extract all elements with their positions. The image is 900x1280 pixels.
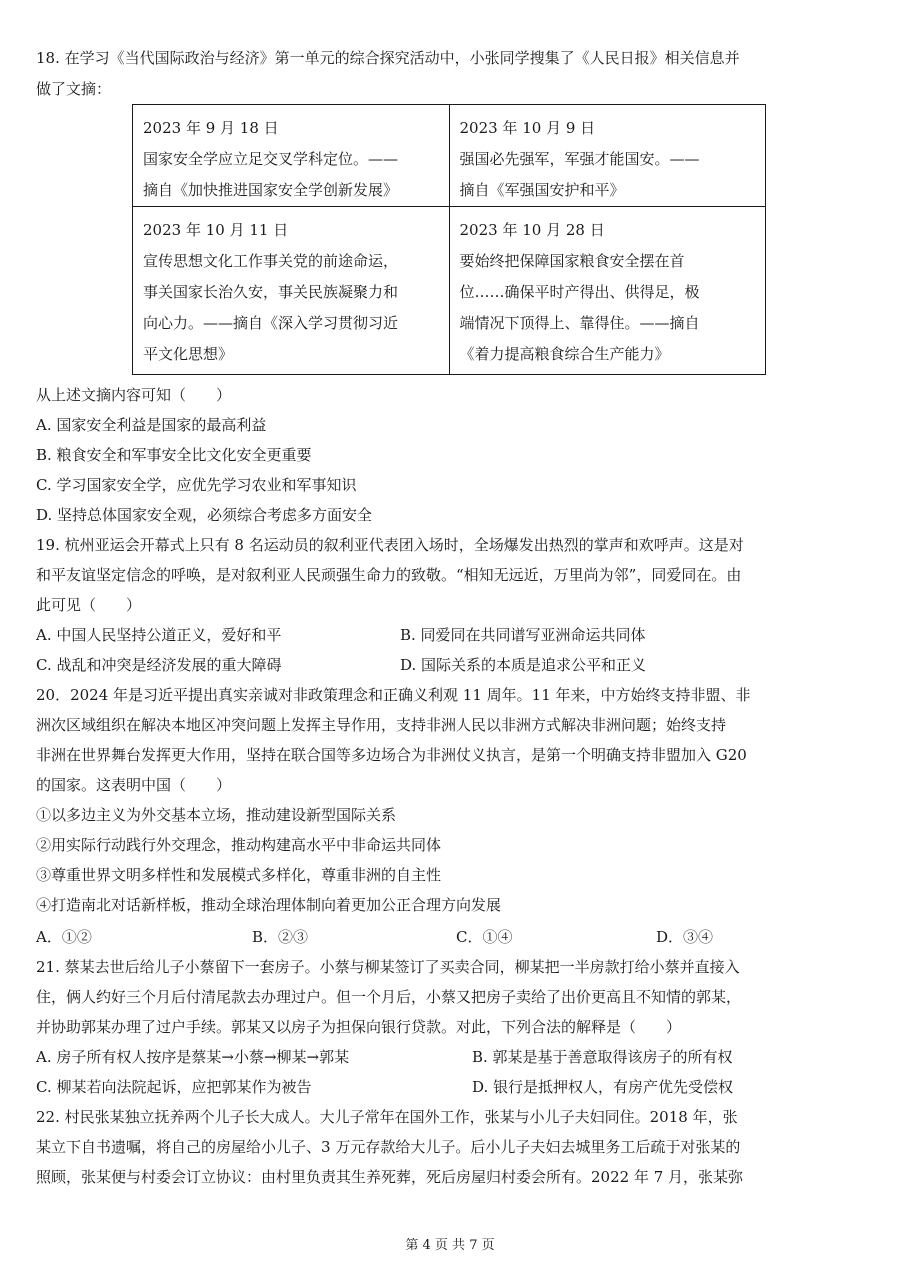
q18-option-b[interactable]: B. 粮食安全和军事安全比文化安全更重要 <box>36 446 312 464</box>
q18-option-a[interactable]: A. 国家安全利益是国家的最高利益 <box>36 416 267 434</box>
q21-option-b[interactable]: B. 郭某是基于善意取得该房子的所有权 <box>472 1048 733 1066</box>
q19-option-b[interactable]: B. 同爱同在共同谱写亚洲命运共同体 <box>400 626 646 644</box>
digest-date: 2023 年 10 月 9 日 <box>459 119 596 137</box>
digest-cell <box>449 207 766 375</box>
q19-option-c[interactable]: C. 战乱和冲突是经济发展的重大障碍 <box>36 656 282 674</box>
q20-stem-line-2: 洲次区域组织在解决本地区冲突问题上发挥主导作用，支持非洲人民以非洲方式解决非洲问题；始终支持 <box>36 716 727 734</box>
q22-stem-line-3: 照顾，张某便与村委会订立协议：由村里负责其生养死葬，死后房屋归村委会所有。2022 年 7 月，张某弥 <box>36 1168 744 1186</box>
q20-option-d[interactable]: D．③④ <box>656 928 714 946</box>
q22-stem-line-2: 某立下自书遗嘱，将自己的房屋给小儿子、3 万元存款给大儿子。后小儿子夫妇去城里务工后疏于对张某的 <box>36 1138 741 1156</box>
digest-text: 位……确保平时产得出、供得足，极 <box>459 283 700 301</box>
q19-stem-line-1: 19. 杭州亚运会开幕式上只有 8 名运动员的叙利亚代表团入场时，全场爆发出热烈的掌声和欢呼声。这是对 <box>36 536 744 554</box>
digest-date: 2023 年 10 月 28 日 <box>459 221 605 239</box>
digest-text: 事关国家长治久安，事关民族凝聚力和 <box>143 283 399 301</box>
q20-option-c[interactable]: C．①④ <box>456 928 513 946</box>
q18-stem-line-2: 做了文摘： <box>36 80 112 98</box>
q18-stem-line-1: 18. 在学习《当代国际政治与经济》第一单元的综合探究活动中，小张同学搜集了《人民日报》相关信息并 <box>36 49 740 67</box>
q20-stem-line-4: 的国家。这表明中国（ ） <box>36 776 232 794</box>
q19-option-d[interactable]: D. 国际关系的本质是追求公平和正义 <box>400 656 647 674</box>
digest-cell <box>133 105 450 207</box>
digest-date: 2023 年 10 月 11 日 <box>143 221 289 239</box>
digest-text: 摘自《军强国安护和平》 <box>459 181 625 199</box>
q18-question: 从上述文摘内容可知（ ） <box>36 386 232 404</box>
digest-date: 2023 年 9 月 18 日 <box>143 119 279 137</box>
digest-text: 向心力。——摘自《深入学习贯彻习近 <box>143 314 399 332</box>
q20-statement-2: ②用实际行动践行外交理念，推动构建高水平中非命运共同体 <box>36 836 442 854</box>
digest-table <box>132 104 766 375</box>
digest-cell <box>449 105 766 207</box>
digest-text: 强国必先强军，军强才能国安。—— <box>459 150 700 168</box>
q21-option-c[interactable]: C. 柳某若向法院起诉，应把郭某作为被告 <box>36 1078 312 1096</box>
q20-statement-1: ①以多边主义为外交基本立场，推动建设新型国际关系 <box>36 806 397 824</box>
digest-text: 要始终把保障国家粮食安全摆在首 <box>459 252 685 270</box>
q20-option-a[interactable]: A．①② <box>36 928 92 946</box>
q20-option-b[interactable]: B．②③ <box>252 928 309 946</box>
digest-text: 国家安全学应立足交叉学科定位。—— <box>143 150 399 168</box>
digest-cell <box>133 207 450 375</box>
q20-statement-3: ③尊重世界文明多样性和发展模式多样化，尊重非洲的自主性 <box>36 866 442 884</box>
q21-option-a[interactable]: A. 房子所有权人按序是蔡某→小蔡→柳某→郭某 <box>36 1048 350 1066</box>
q21-stem-line-1: 21. 蔡某去世后给儿子小蔡留下一套房子。小蔡与柳某签订了买卖合同，柳某把一半房款打给小蔡并直接入 <box>36 958 740 976</box>
digest-text: 平文化思想》 <box>143 345 234 363</box>
q18-option-d[interactable]: D. 坚持总体国家安全观，必须综合考虑多方面安全 <box>36 506 373 524</box>
digest-text: 端情况下顶得上、靠得住。——摘自 <box>459 314 700 332</box>
q19-stem-line-3: 此可见（ ） <box>36 596 142 614</box>
digest-text: 《着力提高粮食综合生产能力》 <box>459 345 670 363</box>
q21-stem-line-3: 并协助郭某办理了过户手续。郭某又以房子为担保向银行贷款。对此，下列合法的解释是（ ） <box>36 1018 682 1036</box>
q20-stem-line-1: 20．2024 年是习近平提出真实亲诚对非政策理念和正确义利观 11 周年。11 年来，中方始终支持非盟、非 <box>36 686 751 704</box>
q21-option-d[interactable]: D. 银行是抵押权人，有房产优先受偿权 <box>472 1078 734 1096</box>
digest-text: 摘自《加快推进国家安全学创新发展》 <box>143 181 399 199</box>
q20-stem-line-3: 非洲在世界舞台发挥更大作用，坚持在联合国等多边场合为非洲仗义执言，是第一个明确支持非盟加入 G20 <box>36 746 747 764</box>
q19-stem-line-2: 和平友谊坚定信念的呼唤，是对叙利亚人民顽强生命力的致敬。“相知无远近，万里尚为邻”，同爱同在。由 <box>36 566 742 584</box>
q22-stem-line-1: 22. 村民张某独立抚养两个儿子长大成人。大儿子常年在国外工作，张某与小儿子夫妇同住。2018 年，张 <box>36 1108 738 1126</box>
q19-option-a[interactable]: A. 中国人民坚持公道正义，爱好和平 <box>36 626 282 644</box>
q18-option-c[interactable]: C. 学习国家安全学，应优先学习农业和军事知识 <box>36 476 357 494</box>
digest-text: 宣传思想文化工作事关党的前途命运， <box>143 252 399 270</box>
page-number: 第 4 页 共 7 页 <box>405 1238 495 1253</box>
q20-statement-4: ④打造南北对话新样板，推动全球治理体制向着更加公正合理方向发展 <box>36 896 502 914</box>
q21-stem-line-2: 住，俩人约好三个月后付清尾款去办理过户。但一个月后，小蔡又把房子卖给了出价更高且不知情的郭某， <box>36 988 742 1006</box>
